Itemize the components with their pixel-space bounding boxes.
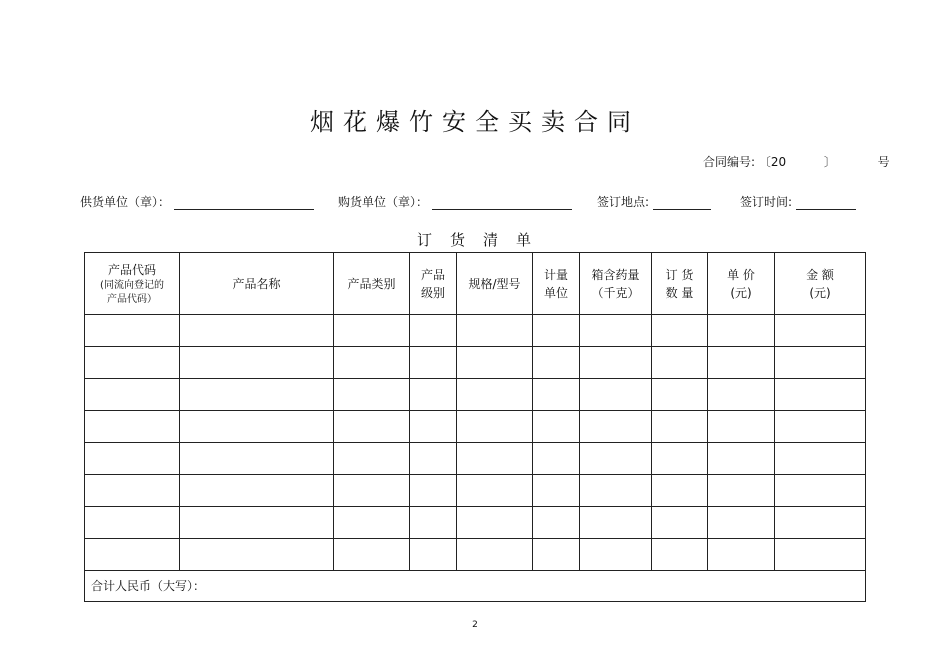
table-cell[interactable] — [457, 507, 533, 539]
contract-number-open: 〔20 — [758, 155, 787, 169]
table-cell[interactable] — [334, 539, 410, 571]
order-list-title: 订货清单 — [416, 231, 549, 249]
table-cell[interactable] — [775, 379, 866, 411]
table-cell[interactable] — [775, 475, 866, 507]
table-cell[interactable] — [533, 411, 580, 443]
contract-number-label: 合同编号: — [703, 155, 756, 169]
table-cell[interactable] — [180, 347, 334, 379]
table-cell[interactable] — [533, 507, 580, 539]
buyer-field — [338, 193, 572, 210]
table-cell[interactable] — [180, 411, 334, 443]
table-row — [85, 507, 866, 539]
header-spec-model: 规格/型号 — [457, 253, 533, 315]
table-cell[interactable] — [334, 443, 410, 475]
table-cell[interactable] — [410, 379, 457, 411]
table-cell[interactable] — [85, 347, 180, 379]
table-cell[interactable] — [334, 379, 410, 411]
table-header-row — [85, 253, 866, 315]
table-cell[interactable] — [410, 443, 457, 475]
header-box-powder: 箱含药量 （千克） — [580, 253, 652, 315]
table-cell[interactable] — [708, 475, 775, 507]
table-cell[interactable] — [775, 507, 866, 539]
table-cell[interactable] — [85, 443, 180, 475]
table-cell[interactable] — [580, 507, 652, 539]
table-cell[interactable] — [180, 507, 334, 539]
table-cell[interactable] — [652, 347, 708, 379]
buyer-label: 购货单位（章）： — [338, 195, 429, 209]
table-cell[interactable] — [580, 347, 652, 379]
table-cell[interactable] — [85, 539, 180, 571]
table-cell[interactable] — [708, 411, 775, 443]
table-cell[interactable] — [410, 539, 457, 571]
place-field — [597, 193, 711, 210]
table-cell[interactable] — [533, 315, 580, 347]
table-cell[interactable] — [334, 475, 410, 507]
table-cell[interactable] — [410, 347, 457, 379]
table-row — [85, 379, 866, 411]
table-cell[interactable] — [533, 443, 580, 475]
table-cell[interactable] — [580, 411, 652, 443]
total-amount-label[interactable]: 合计人民币（大写）： — [85, 571, 866, 602]
table-cell[interactable] — [775, 315, 866, 347]
page-number: 2 — [472, 620, 478, 630]
table-cell[interactable] — [85, 411, 180, 443]
table-cell[interactable] — [457, 379, 533, 411]
table-row — [85, 539, 866, 571]
header-product-name: 产品名称 — [180, 253, 334, 315]
table-cell[interactable] — [580, 443, 652, 475]
table-cell[interactable] — [533, 539, 580, 571]
table-cell[interactable] — [580, 379, 652, 411]
table-row — [85, 315, 866, 347]
table-cell[interactable] — [708, 315, 775, 347]
table-cell[interactable] — [334, 315, 410, 347]
place-blank[interactable] — [653, 195, 711, 210]
time-blank[interactable] — [796, 195, 856, 210]
table-cell[interactable] — [457, 475, 533, 507]
header-unit-price: 单 价 (元) — [708, 253, 775, 315]
table-cell[interactable] — [652, 475, 708, 507]
header-order-qty: 订 货 数 量 — [652, 253, 708, 315]
header-product-level: 产品 级别 — [410, 253, 457, 315]
table-cell[interactable] — [580, 539, 652, 571]
supplier-label: 供货单位（章）： — [80, 195, 171, 209]
table-cell[interactable] — [775, 347, 866, 379]
table-cell[interactable] — [775, 539, 866, 571]
table-cell[interactable] — [180, 315, 334, 347]
table-cell[interactable] — [334, 347, 410, 379]
table-cell[interactable] — [334, 507, 410, 539]
table-cell[interactable] — [457, 539, 533, 571]
table-cell[interactable] — [457, 443, 533, 475]
table-cell[interactable] — [85, 315, 180, 347]
table-cell[interactable] — [85, 379, 180, 411]
contract-number-close: 〕 — [823, 155, 836, 169]
table-row — [85, 411, 866, 443]
table-cell[interactable] — [410, 411, 457, 443]
table-cell[interactable] — [652, 443, 708, 475]
table-cell[interactable] — [652, 315, 708, 347]
table-cell[interactable] — [180, 379, 334, 411]
table-cell[interactable] — [410, 315, 457, 347]
table-cell[interactable] — [775, 443, 866, 475]
header-product-category: 产品类别 — [334, 253, 410, 315]
total-row — [85, 571, 866, 602]
time-label: 签订时间: — [740, 195, 793, 209]
table-cell[interactable] — [533, 475, 580, 507]
table-cell[interactable] — [533, 347, 580, 379]
table-cell[interactable] — [533, 379, 580, 411]
table-row — [85, 475, 866, 507]
table-cell[interactable] — [334, 411, 410, 443]
table-cell[interactable] — [410, 507, 457, 539]
table-cell[interactable] — [652, 507, 708, 539]
table-cell[interactable] — [708, 347, 775, 379]
table-cell[interactable] — [457, 347, 533, 379]
table-cell[interactable] — [652, 539, 708, 571]
table-cell[interactable] — [708, 443, 775, 475]
table-cell[interactable] — [180, 443, 334, 475]
table-cell[interactable] — [775, 411, 866, 443]
table-cell[interactable] — [652, 411, 708, 443]
time-field — [740, 193, 856, 210]
table-cell[interactable] — [708, 507, 775, 539]
table-cell[interactable] — [580, 475, 652, 507]
contract-title: 烟花爆竹安全买卖合同 — [310, 108, 640, 136]
table-row — [85, 347, 866, 379]
contract-number — [703, 153, 890, 170]
buyer-blank[interactable] — [432, 195, 572, 210]
table-cell[interactable] — [652, 379, 708, 411]
table-cell[interactable] — [708, 539, 775, 571]
contract-number-suffix: 号 — [877, 155, 890, 169]
table-cell[interactable] — [457, 411, 533, 443]
table-cell[interactable] — [180, 539, 334, 571]
supplier-blank[interactable] — [174, 195, 314, 210]
header-amount: 金 额 (元) — [775, 253, 866, 315]
table-cell[interactable] — [580, 315, 652, 347]
table-cell[interactable] — [457, 315, 533, 347]
table-row — [85, 443, 866, 475]
place-label: 签订地点: — [597, 195, 650, 209]
supplier-field — [80, 193, 314, 210]
table-cell[interactable] — [85, 507, 180, 539]
table-cell[interactable] — [410, 475, 457, 507]
header-unit: 计量 单位 — [533, 253, 580, 315]
order-table — [84, 252, 866, 602]
table-cell[interactable] — [708, 379, 775, 411]
header-product-code: 产品代码 (同流向登记的 产品代码） — [85, 253, 180, 315]
table-cell[interactable] — [85, 475, 180, 507]
table-cell[interactable] — [180, 475, 334, 507]
